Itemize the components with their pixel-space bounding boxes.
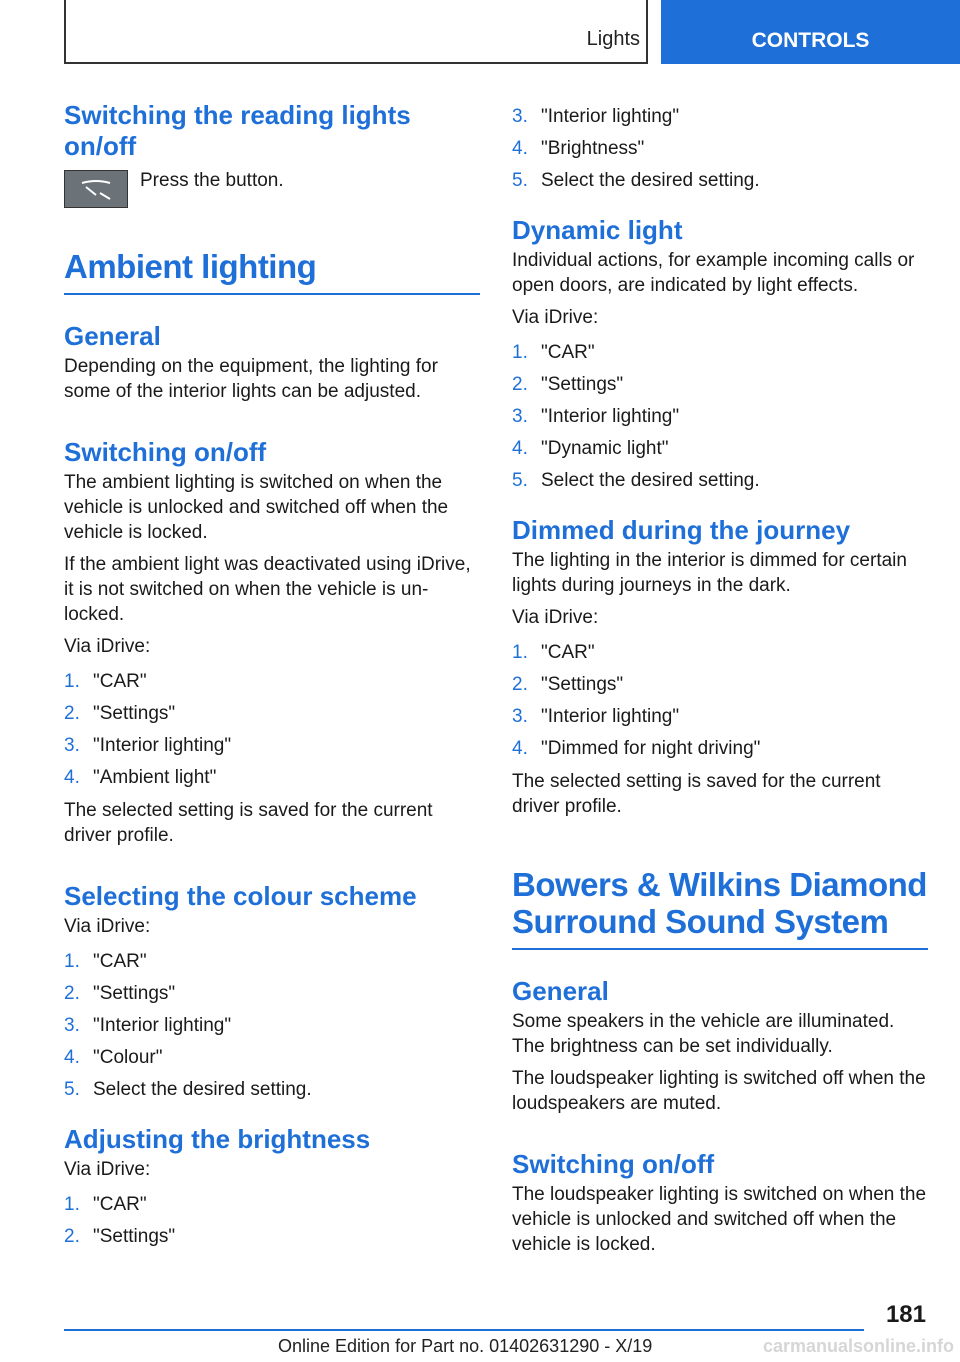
switching-text-1: The ambient lighting is switched on when the vehicle is unlocked and switched off when the vehicle is locked. xyxy=(64,472,449,543)
dynamic-light-text: Individual actions, for example incoming calls or open doors, are indicated by light effects. xyxy=(512,250,915,296)
list-item: 3. "Interior lighting" xyxy=(64,1015,232,1036)
list-item: 4. "Dynamic light" xyxy=(512,438,669,459)
dimmed-saved-text: The selected setting is saved for the current driver profile. xyxy=(512,771,881,817)
dimmed-text: The lighting in the interior is dimmed for certain lights during journeys in the dark. xyxy=(512,550,907,596)
general-heading: General xyxy=(64,321,161,351)
list-item: 1. "CAR" xyxy=(64,671,147,692)
list-item: 1. "CAR" xyxy=(64,1194,147,1215)
colour-scheme-heading: Selecting the colour scheme xyxy=(64,881,417,911)
reading-light-icon xyxy=(64,170,128,208)
list-item: 5. Select the desired setting. xyxy=(512,470,760,491)
header-frame xyxy=(64,0,648,64)
general-text: Depending on the equipment, the lighting for some of the interior lights can be adjusted. xyxy=(64,356,438,402)
list-item: 5. Select the desired setting. xyxy=(512,170,760,191)
left-column xyxy=(64,100,480,1257)
via-idrive-label: Via iDrive: xyxy=(512,607,599,628)
bw-switching-text: The loudspeaker lighting is switched on when the vehicle is unlocked and switched off when the vehicle is locked. xyxy=(512,1184,927,1255)
reading-lights-heading: Switching the reading lights on/off xyxy=(64,100,411,161)
switching-saved-text: The selected setting is saved for the current driver profile. xyxy=(64,800,433,846)
dimmed-steps xyxy=(512,637,928,765)
list-item: 2. "Settings" xyxy=(64,1226,176,1247)
brightness-heading: Adjusting the brightness xyxy=(64,1124,371,1154)
list-item: 3. "Interior lighting" xyxy=(512,706,680,727)
via-idrive-label: Via iDrive: xyxy=(64,1159,151,1180)
switching-text-2: If the ambient light was deactivated using iDrive, it is not switched on when the vehicle is unlocked. xyxy=(64,554,471,625)
bw-general-text-2: The loudspeaker lighting is switched off when the loudspeakers are muted. xyxy=(512,1068,926,1114)
edition-text: Online Edition for Part no. 01402631290 - X/19 xyxy=(278,1336,653,1356)
list-item: 3. "Interior lighting" xyxy=(512,106,680,127)
reading-button-row xyxy=(64,170,480,208)
brightness-steps-continued xyxy=(512,101,928,197)
bowers-wilkins-heading: Bowers & Wilkins Diamond Surround Sound System xyxy=(512,866,928,950)
bw-general-text-1: Some speakers in the vehicle are illuminated. The brightness can be set individually. xyxy=(512,1011,895,1057)
dynamic-steps xyxy=(512,337,928,497)
list-item: 3. "Interior lighting" xyxy=(512,406,680,427)
switching-steps xyxy=(64,666,480,794)
via-idrive-label: Via iDrive: xyxy=(512,307,599,328)
list-item: 5. Select the desired setting. xyxy=(64,1079,312,1100)
bw-general-heading: General xyxy=(512,976,609,1006)
brightness-steps xyxy=(64,1189,480,1253)
list-item: 4. "Colour" xyxy=(64,1047,163,1068)
list-item: 2. "Settings" xyxy=(512,674,624,695)
header-tab-controls[interactable]: CONTROLS xyxy=(661,0,960,64)
page-number: 181 xyxy=(885,1301,926,1328)
header-section-title: Lights xyxy=(586,28,640,50)
reading-lights-text: Press the button. xyxy=(140,170,284,191)
list-item: 2. "Settings" xyxy=(64,983,176,1004)
colour-steps xyxy=(64,946,480,1106)
list-item: 4. "Dimmed for night driving" xyxy=(512,738,761,759)
right-column xyxy=(512,101,928,1264)
dimmed-heading: Dimmed during the journey xyxy=(512,515,851,545)
list-item: 1. "CAR" xyxy=(512,342,595,363)
footer-divider xyxy=(64,1329,864,1331)
list-item: 1. "CAR" xyxy=(512,642,595,663)
switching-heading: Switching on/off xyxy=(64,437,267,467)
list-item: 4. "Ambient light" xyxy=(64,767,217,788)
list-item: 2. "Settings" xyxy=(64,703,176,724)
via-idrive-label: Via iDrive: xyxy=(64,916,151,937)
list-item: 2. "Settings" xyxy=(512,374,624,395)
list-item: 3. "Interior lighting" xyxy=(64,735,232,756)
ambient-lighting-heading: Ambient lighting xyxy=(64,248,480,295)
watermark: carmanualsonline.info xyxy=(762,1336,954,1356)
list-item: 1. "CAR" xyxy=(64,951,147,972)
via-idrive-label: Via iDrive: xyxy=(64,636,151,657)
bw-switching-heading: Switching on/off xyxy=(512,1149,715,1179)
list-item: 4. "Brightness" xyxy=(512,138,645,159)
dynamic-light-heading: Dynamic light xyxy=(512,215,683,245)
